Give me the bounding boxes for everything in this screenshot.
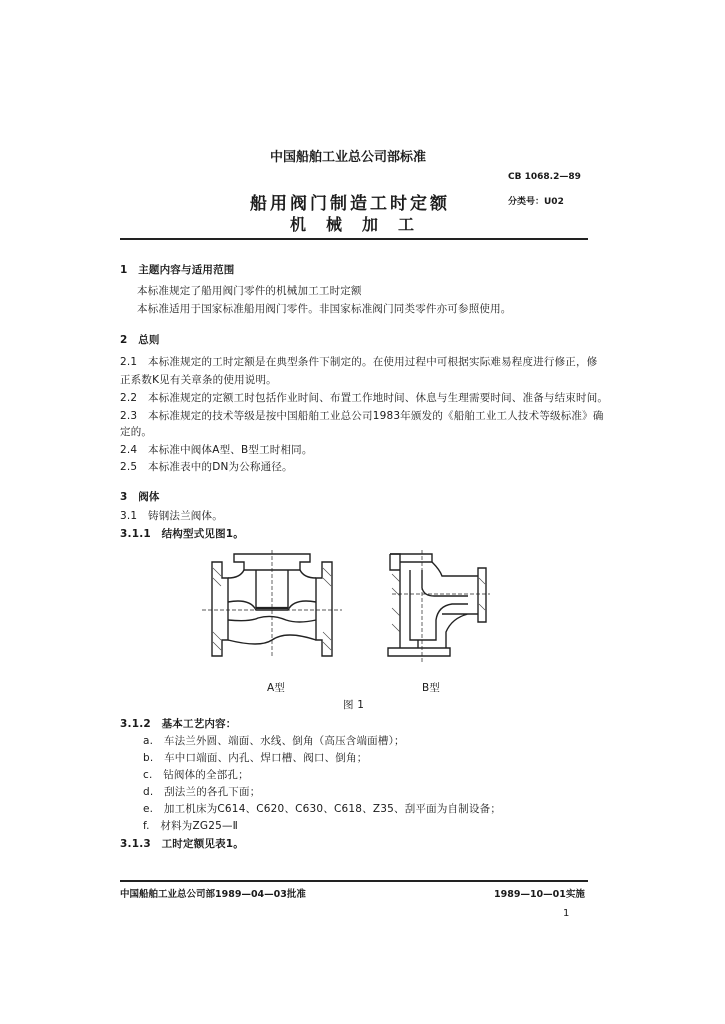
process-item-b: b. 车中口端面、内孔、焊口槽、阀口、倒角；: [143, 752, 368, 764]
page-number: 1: [563, 908, 570, 919]
figure-label-a: A型: [267, 682, 286, 694]
implementation-date: 1989—10—01实施: [494, 889, 585, 900]
valve-body-type-b-figure: [382, 548, 492, 666]
clause-2-5: 2.5 本标准表中的DN为公称通径。: [120, 461, 293, 473]
valve-body-type-a-figure: [200, 548, 345, 666]
clause-3-1-1: 3.1.1 结构型式见图1。: [120, 528, 245, 540]
clause-3-1-2: 3.1.2 基本工艺内容：: [120, 718, 237, 730]
clause-2-1-line-2: 正系数K见有关章条的使用说明。: [120, 374, 277, 386]
process-item-c: c. 钻阀体的全部孔；: [143, 769, 249, 781]
section-1-paragraph-1: 本标准规定了船用阀门零件的机械加工工时定额: [137, 285, 362, 297]
process-item-d: d. 刮法兰的各孔下面；: [143, 786, 261, 798]
figure-label-b: B型: [422, 682, 441, 694]
section-1-paragraph-2: 本标准适用于国家标准船用阀门零件。非国家标准阀门同类零件亦可参照使用。: [137, 303, 512, 315]
process-item-e: e. 加工机床为C614、C620、C630、C618、Z35、刮平面为自制设备；: [143, 803, 502, 815]
section-3-heading: 3 阀体: [120, 491, 160, 503]
clause-2-4: 2.4 本标准中阀体A型、B型工时相同。: [120, 444, 313, 456]
header-rule: [120, 238, 588, 240]
approval-date: 中国船舶工业总公司部1989—04—03批准: [120, 889, 306, 900]
clause-3-1-3: 3.1.3 工时定额见表1。: [120, 838, 245, 850]
section-1-heading: 1 主题内容与适用范围: [120, 264, 235, 276]
document-subtitle: 机 械 加 工: [290, 215, 417, 234]
footer-rule: [120, 880, 588, 882]
figure-caption: 图 1: [343, 699, 365, 711]
clause-3-1: 3.1 铸钢法兰阀体。: [120, 510, 223, 522]
document-title: 船用阀门制造工时定额: [250, 194, 450, 214]
process-item-a: a. 车法兰外圆、端面、水线、倒角（高压含端面槽）；: [143, 735, 405, 747]
clause-2-2: 2.2 本标准规定的定额工时包括作业时间、布置工作地时间、休息与生理需要时间、准备与结束时间。: [120, 392, 609, 404]
clause-2-3-line-1: 2.3 本标准规定的技术等级是按中国船舶工业总公司1983年颁发的《船舶工业工人技术等级标准》确: [120, 410, 604, 422]
process-item-f: f. 材料为ZG25—Ⅱ: [143, 820, 239, 832]
classification-number: 分类号：U02: [508, 197, 564, 207]
clause-2-1-line-1: 2.1 本标准规定的工时定额是在典型条件下制定的。在使用过程中可根据实际难易程度进行修正，修: [120, 356, 598, 368]
section-2-heading: 2 总则: [120, 334, 160, 346]
clause-2-3-line-2: 定的。: [120, 426, 153, 438]
issuing-organization: 中国船舶工业总公司部标准: [270, 150, 427, 165]
standard-code: CB 1068.2—89: [508, 172, 581, 182]
